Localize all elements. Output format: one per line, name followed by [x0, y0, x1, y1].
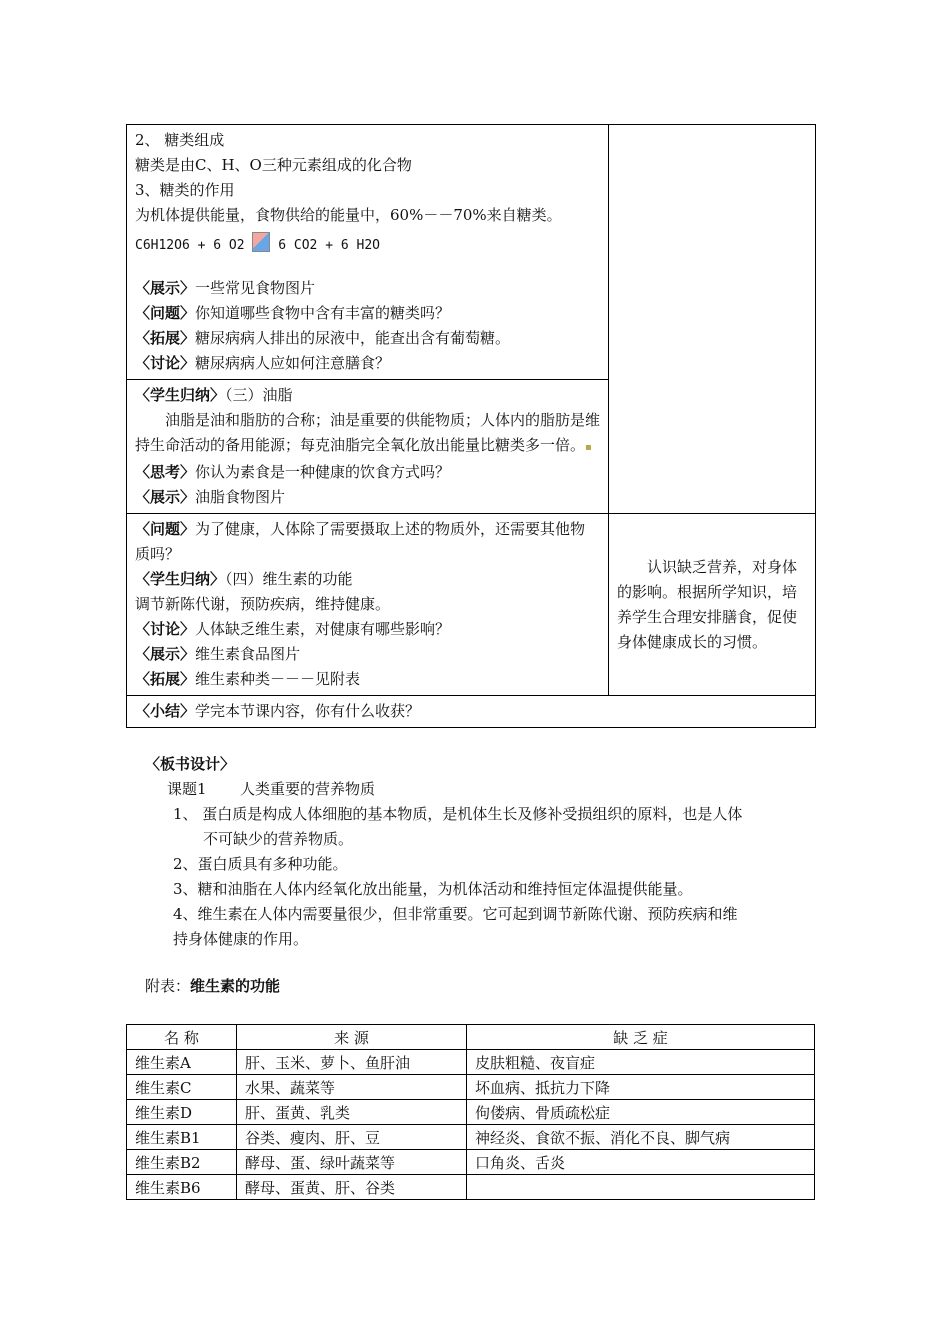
text-line: 3、糖类的作用 [135, 181, 235, 199]
carbohydrate-cell [127, 125, 609, 380]
item-tag: 〈拓展〉 [135, 329, 196, 347]
summary-heading [135, 567, 600, 592]
item-tag: 〈学生归纳〉 [135, 570, 226, 588]
fat-paragraph [135, 408, 600, 460]
vitamin-deficiency [467, 1175, 815, 1200]
item-tag: 〈学生归纳〉 [135, 386, 226, 404]
vitamin-source: 肝、玉米、萝卜、鱼肝油 [237, 1050, 467, 1075]
vitamin-deficiency: 皮肤粗糙、夜盲症 [467, 1050, 815, 1075]
item-tag: 〈讨论〉 [135, 354, 196, 372]
vitamin-deficiency: 神经炎、食欲不振、消化不良、脚气病 [467, 1125, 815, 1150]
item-tag: 〈问题〉 [135, 304, 196, 322]
vitamin-cell [127, 514, 609, 696]
table-row [127, 1150, 815, 1175]
lesson-label: 课题1 [167, 780, 207, 798]
text-line: 为机体提供能量，食物供给的能量中，60%－－70%来自糖类。 [135, 206, 562, 224]
appendix-heading [145, 975, 280, 996]
list-item [135, 301, 600, 326]
item-text: 学完本节课内容，你有什么收获？ [195, 702, 421, 720]
item-text: 你知道哪些食物中含有丰富的糖类吗？ [195, 304, 451, 322]
item-text: 维生素种类－－－见附表 [195, 670, 361, 688]
list-item [135, 276, 600, 301]
column-header: 名 称 [127, 1025, 237, 1050]
item-tag: 〈讨论〉 [135, 620, 196, 638]
summary-heading [135, 383, 600, 408]
broken-image-icon [252, 232, 270, 252]
board-item: 1、 蛋白质是构成人体细胞的基本物质，是机体生长及修补受损组织的原料，也是人体 [173, 805, 743, 823]
text-line: 2、 糖类组成 [135, 131, 225, 149]
item-tag: 〈小结〉 [135, 702, 196, 720]
heading-text: （三）油脂 [225, 386, 293, 404]
item-text: 油脂食物图片 [195, 488, 286, 506]
vitamin-deficiency: 佝偻病、骨质疏松症 [467, 1100, 815, 1125]
mark-dot: ▪ [585, 442, 592, 453]
list-item [135, 667, 600, 692]
list-item [135, 699, 807, 724]
lesson-name: 人类重要的营养物质 [239, 780, 375, 798]
item-tag: 〈问题〉 [135, 520, 196, 538]
lesson-heading [145, 777, 825, 802]
list-item [135, 617, 600, 642]
fat-cell [127, 380, 609, 514]
table-row [127, 514, 816, 696]
appendix-title: 维生素的功能 [190, 977, 281, 995]
list-item [135, 326, 600, 351]
item-tag: 〈展示〉 [135, 488, 196, 506]
question-item [135, 517, 600, 567]
lesson-plan-table [126, 124, 816, 728]
vitamin-source: 酵母、蛋黄、肝、谷类 [237, 1175, 467, 1200]
table-row [127, 1125, 815, 1150]
summary-cell [127, 696, 816, 728]
item-text: 维生素食品图片 [195, 645, 301, 663]
item-tag: 〈展示〉 [135, 279, 196, 297]
vitamin-table [126, 1024, 815, 1200]
equation-products: 6 CO2 + 6 H2O [278, 238, 380, 253]
board-item: 3、糖和油脂在人体内经氧化放出能量，为机体活动和维持恒定体温提供能量。 [173, 880, 693, 898]
item-tag: 〈展示〉 [135, 645, 196, 663]
table-header-row [127, 1025, 815, 1050]
list-item [135, 460, 600, 485]
table-row [127, 1075, 815, 1100]
board-item-continued: 持身体健康的作用。 [173, 930, 309, 948]
vitamin-name: 维生素B6 [127, 1175, 237, 1200]
heading-text: （四）维生素的功能 [225, 570, 353, 588]
teaching-note: 认识缺乏营养，对身体的影响。根据所学知识，培养学生合理安排膳食，促使身体健康成长的习惯。 [617, 557, 798, 651]
appendix-label: 附表： [145, 977, 191, 995]
item-tag: 〈拓展〉 [135, 670, 196, 688]
list-item [135, 485, 600, 510]
vitamin-source: 酵母、蛋、绿叶蔬菜等 [237, 1150, 467, 1175]
item-text: 糖尿病病人排出的尿液中，能查出含有葡萄糖。 [195, 329, 511, 347]
vitamin-name: 维生素B2 [127, 1150, 237, 1175]
item-tag: 〈思考〉 [135, 463, 196, 481]
board-item: 2、蛋白质具有多种功能。 [173, 855, 348, 873]
vitamin-name: 维生素A [127, 1050, 237, 1075]
vitamin-source: 肝、蛋黄、乳类 [237, 1100, 467, 1125]
vitamin-source: 谷类、瘦肉、肝、豆 [237, 1125, 467, 1150]
equation-reactants: C6H12O6 + 6 O2 [135, 238, 245, 253]
teaching-note-cell [609, 514, 816, 696]
table-row [127, 1050, 815, 1075]
list-item [135, 351, 600, 376]
vitamin-name: 维生素D [127, 1100, 237, 1125]
vitamin-deficiency: 坏血病、抵抗力下降 [467, 1075, 815, 1100]
column-header: 来 源 [237, 1025, 467, 1050]
paragraph-text: 油脂是油和脂肪的合称；油是重要的供能物质；人体内的脂肪是维持生命活动的备用能源；每克油脂完全氧化放出能量比糖类多一倍。 [135, 411, 601, 454]
table-row [127, 125, 816, 380]
item-text: 糖尿病病人应如何注意膳食？ [195, 354, 391, 372]
vitamin-name: 维生素C [127, 1075, 237, 1100]
vitamin-deficiency: 口角炎、舌炎 [467, 1150, 815, 1175]
item-text: 人体缺乏维生素，对健康有哪些影响？ [195, 620, 451, 638]
section-title: 〈板书设计〉 [145, 755, 236, 773]
vitamin-name: 维生素B1 [127, 1125, 237, 1150]
text-line: 糖类是由C、H、O三种元素组成的化合物 [135, 156, 412, 174]
chemical-equation [135, 228, 600, 276]
item-text: 你认为素食是一种健康的饮食方式吗？ [195, 463, 451, 481]
vitamin-source: 水果、蔬菜等 [237, 1075, 467, 1100]
empty-note-cell [609, 125, 816, 514]
board-item: 4、维生素在人体内需要量很少，但非常重要。它可起到调节新陈代谢、预防疾病和维 [173, 905, 738, 923]
list-item [135, 642, 600, 667]
item-text: 为了健康，人体除了需要摄取上述的物质外，还需要其他物质吗？ [135, 520, 586, 563]
board-design [145, 752, 825, 952]
item-text: 一些常见食物图片 [195, 279, 316, 297]
table-row [127, 1100, 815, 1125]
board-item-continued: 不可缺少的营养物质。 [203, 830, 354, 848]
column-header: 缺 乏 症 [467, 1025, 815, 1050]
text-line: 调节新陈代谢，预防疾病，维持健康。 [135, 595, 391, 613]
table-row [127, 1175, 815, 1200]
table-row [127, 696, 816, 728]
